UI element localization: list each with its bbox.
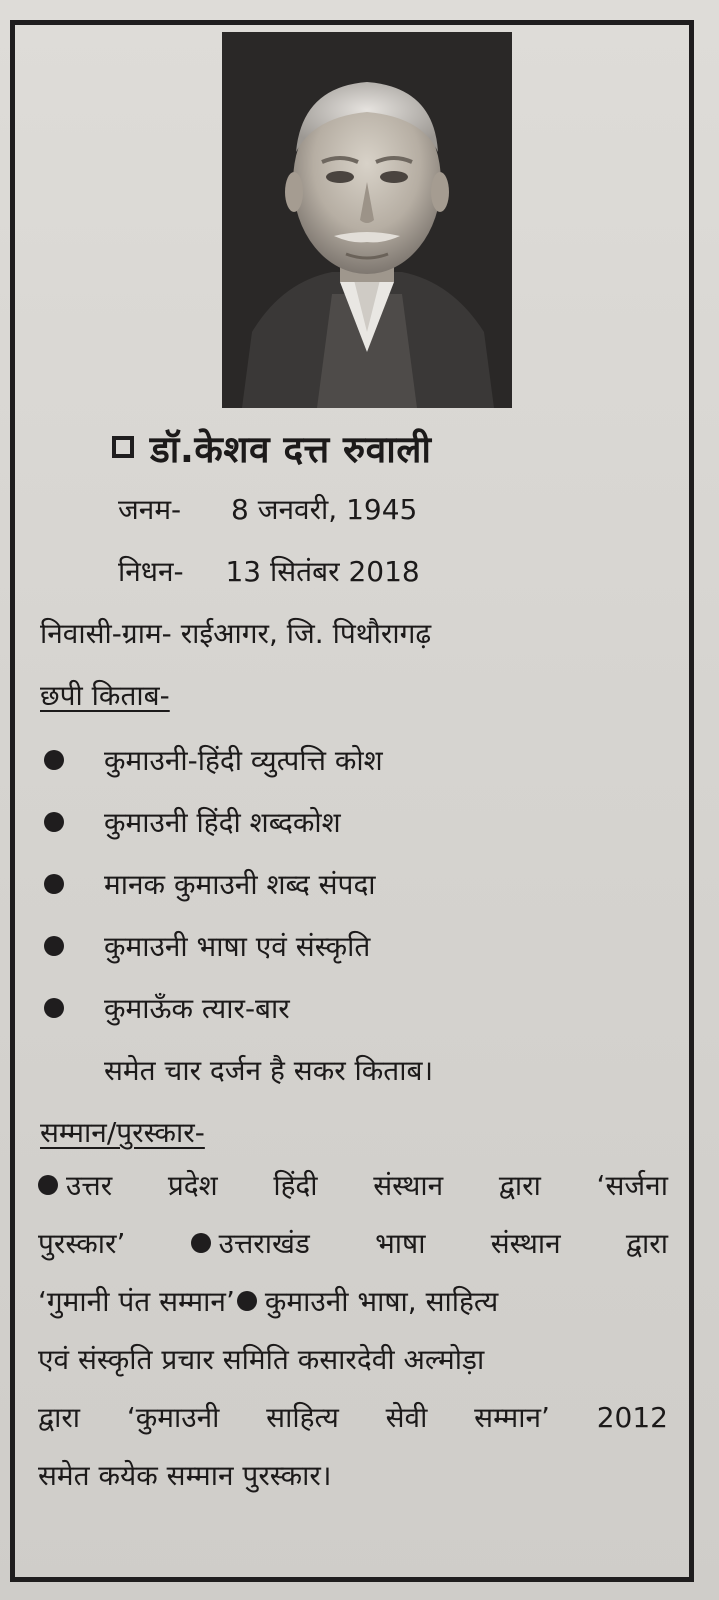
bullet-icon <box>38 1175 58 1195</box>
awards-line-3: ‘गुमानी पंत सम्मान’ कुमाउनी भाषा, साहित्य <box>38 1285 499 1318</box>
books-note: समेत चार दर्जन है सकर किताब। <box>104 1054 434 1087</box>
person-name: डॉ.केशव दत्त रुवाली <box>150 427 432 471</box>
birth-value: 8 जनवरी, 1945 <box>230 493 418 526</box>
awards-line-1: उत्तर प्रदेश हिंदी संस्थान द्वारा ‘सर्जना <box>38 1172 668 1230</box>
book-title: कुमाऊँक त्यार-बार <box>104 992 290 1025</box>
bullet-icon <box>44 998 64 1018</box>
bullet-icon <box>44 874 64 894</box>
book-item <box>44 803 341 841</box>
awards-line-5: द्वारा ‘कुमाउनी साहित्य सेवी सम्मान’ 2012 <box>38 1401 668 1434</box>
residence-line: निवासी-ग्राम- राईआगर, जि. पिथौरागढ़ <box>40 617 432 650</box>
death-row <box>118 552 420 590</box>
book-item <box>44 989 290 1027</box>
book-item <box>44 865 376 903</box>
portrait-photo <box>222 32 512 408</box>
bullet-icon <box>191 1233 211 1253</box>
bullet-icon <box>44 750 64 770</box>
awards-line-6: समेत कयेक सम्मान पुरस्कार। <box>38 1459 332 1492</box>
awards-line-4: एवं संस्कृति प्रचार समिति कसारदेवी अल्मोड़ा <box>38 1343 485 1376</box>
awards-line-2: पुरस्कार’ उत्तराखंड भाषा संस्थान द्वारा <box>38 1227 668 1260</box>
book-item <box>44 741 383 779</box>
books-heading: छपी किताब- <box>40 679 170 712</box>
book-title: मानक कुमाउनी शब्द संपदा <box>104 868 376 901</box>
awards-paragraph <box>38 1169 668 1520</box>
book-title: कुमाउनी-हिंदी व्युत्पत्ति कोश <box>104 744 383 777</box>
book-title: कुमाउनी भाषा एवं संस्कृति <box>104 930 371 963</box>
death-value: 13 सितंबर 2018 <box>225 555 420 588</box>
book-item <box>44 927 370 965</box>
birth-label: जनम- <box>118 493 182 526</box>
awards-heading: सम्मान/पुरस्कार- <box>40 1116 205 1149</box>
birth-row <box>118 490 417 528</box>
book-title: कुमाउनी हिंदी शब्दकोश <box>104 806 341 839</box>
square-marker-icon <box>112 436 134 458</box>
death-label: निधन- <box>118 555 184 588</box>
bullet-icon <box>44 936 64 956</box>
person-name-heading <box>112 422 432 472</box>
bullet-icon <box>44 812 64 832</box>
bullet-icon <box>237 1291 257 1311</box>
